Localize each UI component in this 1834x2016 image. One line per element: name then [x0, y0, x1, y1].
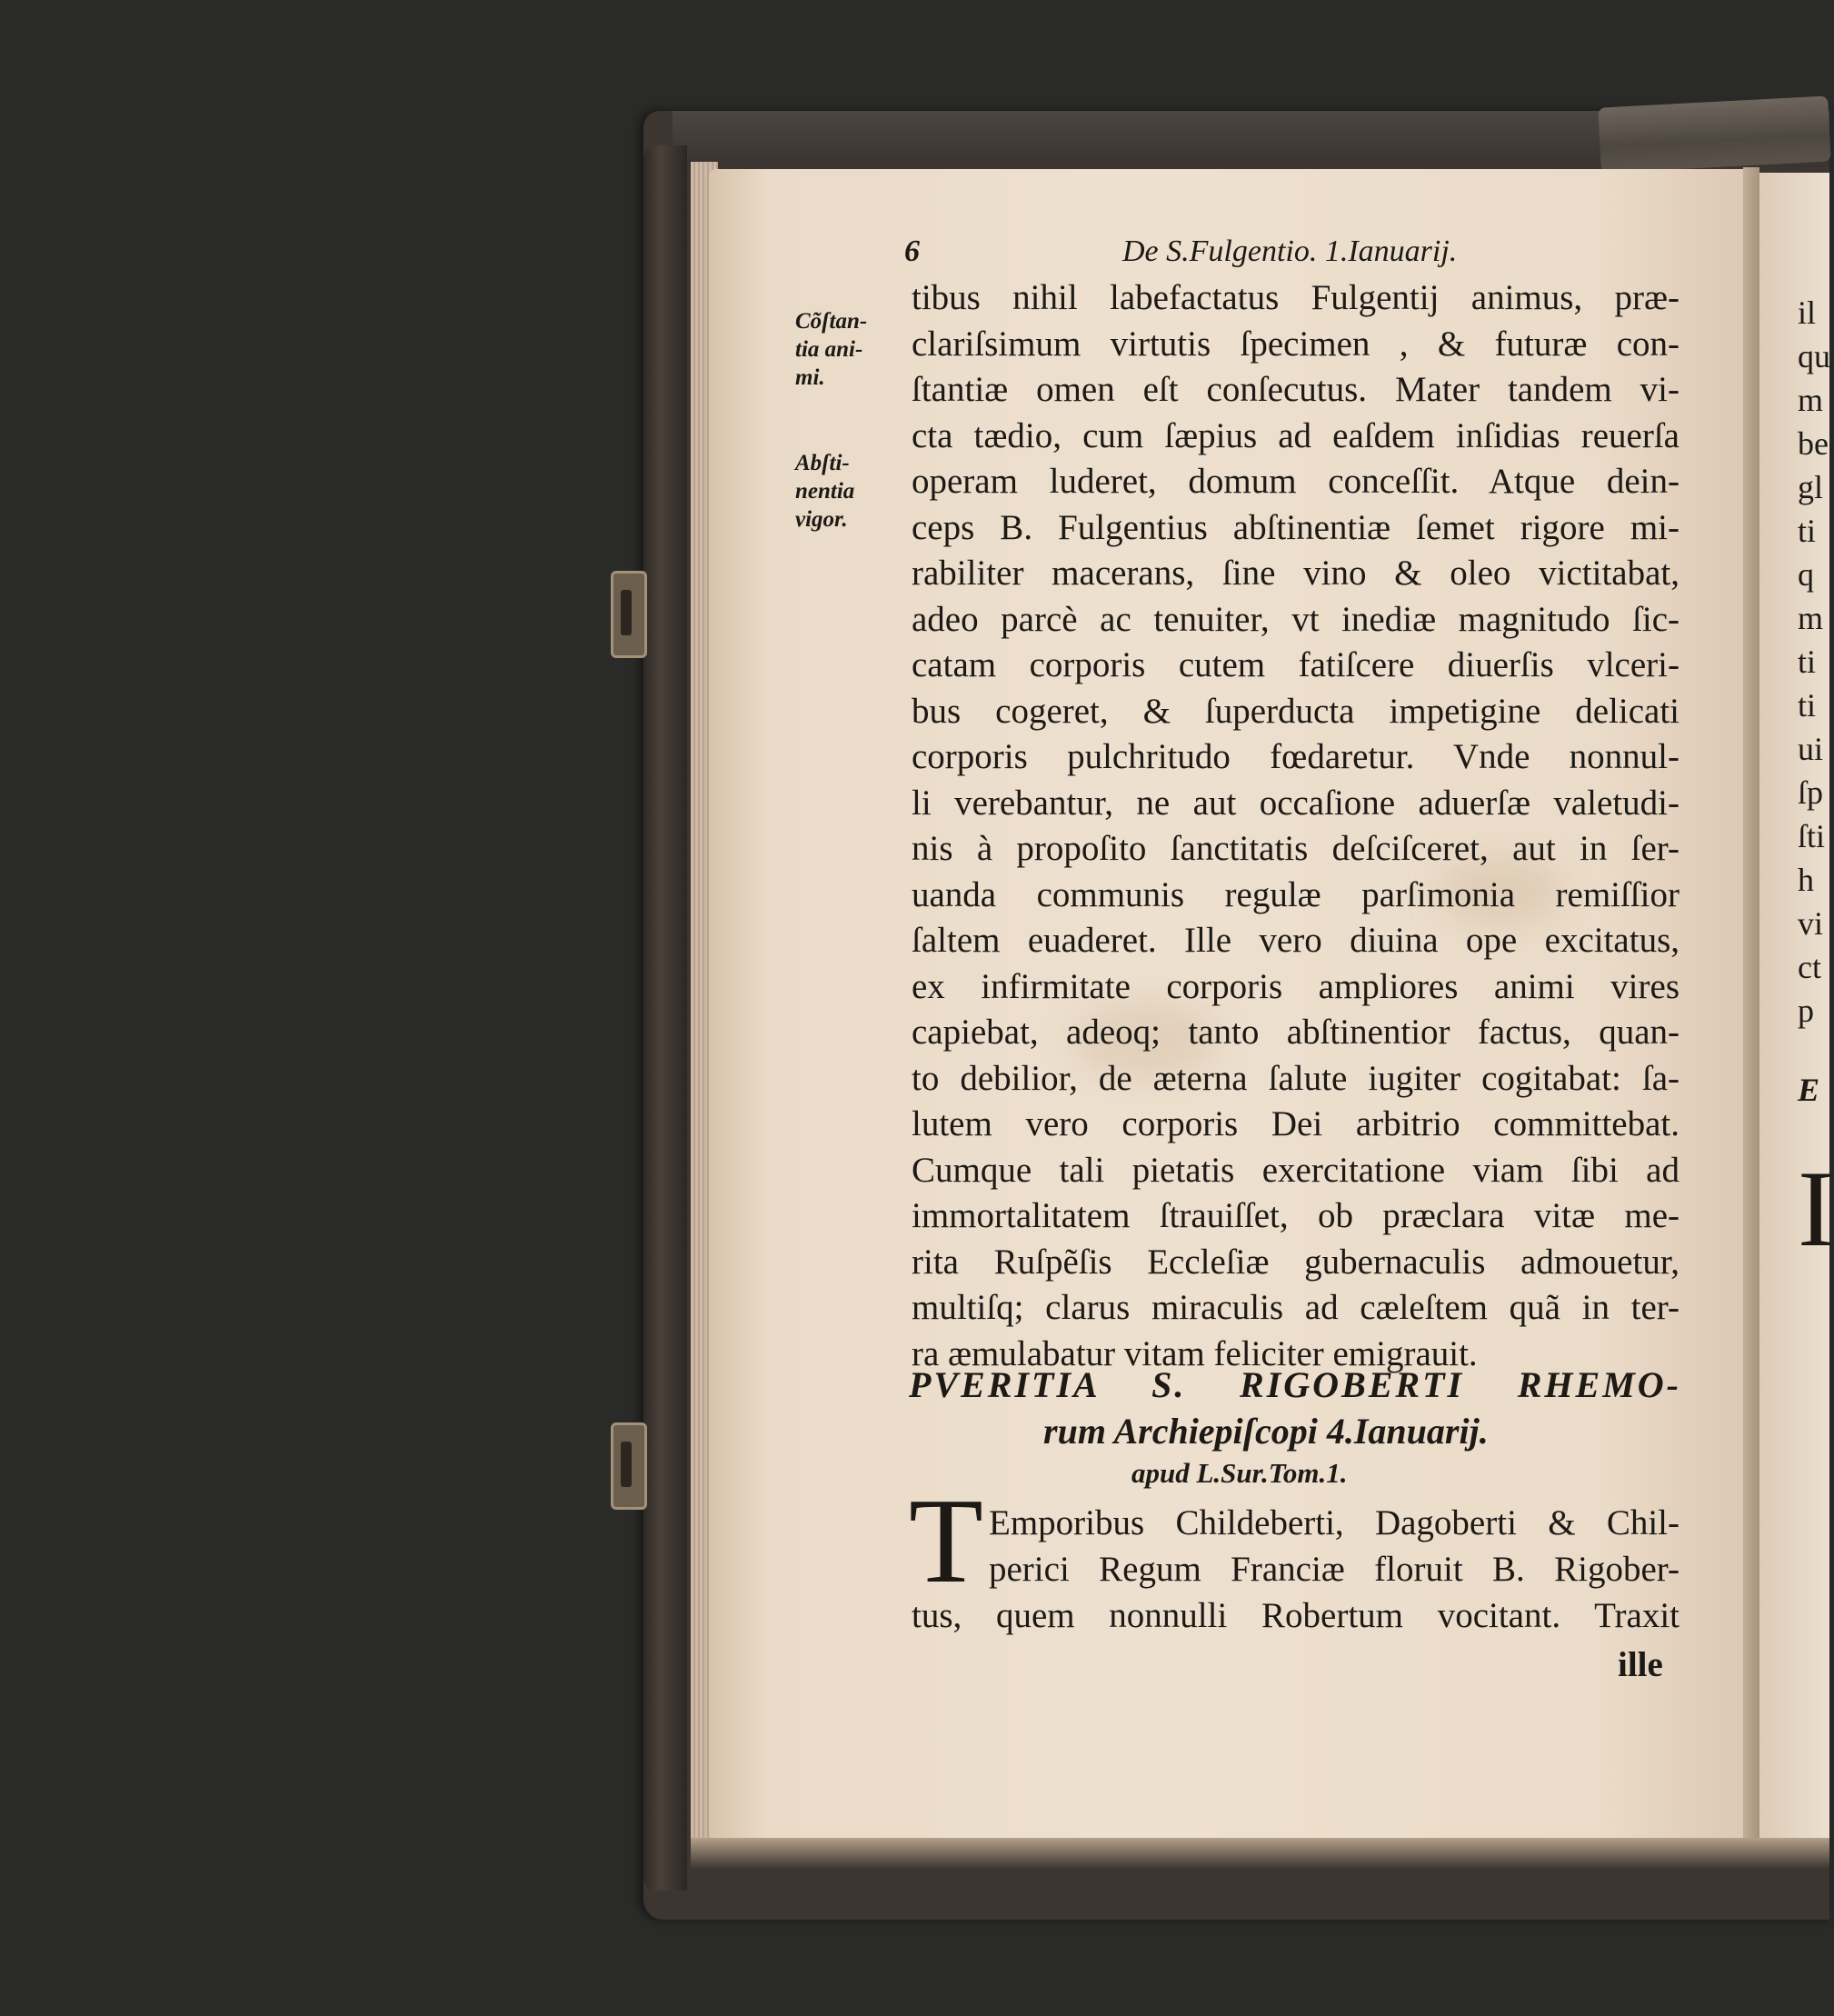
- clasp-lower: [611, 1422, 647, 1510]
- facing-page-text: ti: [1798, 513, 1817, 549]
- body-line: uanda communis regulæ parſimonia remiſſior: [912, 875, 1680, 914]
- catchword: ille: [1618, 1645, 1663, 1684]
- section-body-line: perici Regum Franciæ floruit B. Rigober-: [989, 1550, 1680, 1589]
- section-heading-subtitle: rum Archiepiſcopi 4.Ianuarij.: [1043, 1411, 1489, 1452]
- facing-page-text: ti: [1798, 644, 1817, 680]
- running-header: [904, 235, 1540, 271]
- body-line: lutem vero corporis Dei arbitrio committebat.: [912, 1104, 1680, 1143]
- facing-page-dropcap: I: [1798, 1148, 1834, 1269]
- page-gutter: [1743, 167, 1759, 1844]
- facing-page-text: ſp: [1798, 774, 1824, 811]
- facing-page-text: ti: [1798, 687, 1817, 724]
- body-line: nis à propoſito ſanctitatis deſciſceret, aut in ſer-: [912, 829, 1680, 868]
- body-line: ra æmulabatur vitam feliciter emigrauit.: [912, 1334, 1478, 1373]
- body-line: adeo parcè ac tenuiter, vt inediæ magnitudo ſic-: [912, 600, 1680, 639]
- running-title: De S.Fulgentio. 1.Ianuarij.: [1122, 235, 1458, 268]
- facing-page-text: m: [1798, 600, 1824, 636]
- facing-page-text: gl: [1798, 469, 1824, 505]
- body-line: operam luderet, domum conceſſit. Atque dein-: [912, 462, 1680, 501]
- body-line: capiebat, adeoq; tanto abſtinentior factus, quan-: [912, 1013, 1680, 1052]
- facing-page-text: m: [1798, 382, 1824, 418]
- facing-page-text: ſti: [1798, 818, 1826, 854]
- body-line: ceps B. Fulgentius abſtinentiæ ſemet rigore mi-: [912, 508, 1680, 547]
- body-line: li verebantur, ne aut occaſione aduerſæ valetudi-: [912, 783, 1680, 823]
- section-heading-source: apud L.Sur.Tom.1.: [1131, 1457, 1348, 1489]
- body-line: corporis pulchritudo fœdaretur. Vnde nonnul-: [912, 737, 1680, 776]
- body-line: tibus nihil labefactatus Fulgentij animus, præ-: [912, 278, 1680, 317]
- facing-page-text: il: [1798, 294, 1817, 331]
- margin-note-abstinentia: Abſti- nentia vigor.: [795, 451, 855, 532]
- page-number: 6: [904, 235, 920, 268]
- facing-page-text: p: [1798, 993, 1814, 1029]
- body-line: ſtantiæ omen eſt conſecutus. Mater tandem vi-: [912, 370, 1680, 409]
- section-body-line: tus, quem nonnulli Robertum vocitant. Traxit: [912, 1596, 1680, 1635]
- body-line: ex infirmitate corporis ampliores animi vires: [912, 967, 1680, 1006]
- body-line: to debilior, de æterna ſalute iugiter cogitabat: ſa-: [912, 1059, 1680, 1098]
- book-bottom-edge: [691, 1838, 1829, 1869]
- body-line: rabiliter macerans, ſine vino & oleo victitabat,: [912, 554, 1680, 593]
- facing-page-text: ct: [1798, 949, 1821, 985]
- facing-page-text: h: [1798, 862, 1814, 898]
- leather-strap: [1598, 95, 1830, 173]
- facing-page-text: vi: [1798, 905, 1824, 942]
- body-line: rita Ruſpẽſis Eccleſiæ gubernaculis admouetur,: [912, 1243, 1680, 1282]
- facing-page-text: ui: [1798, 731, 1824, 767]
- body-line: immortalitatem ſtrauiſſet, ob præclara vitæ me-: [912, 1196, 1680, 1235]
- body-line: clariſsimum virtutis ſpecimen , & futuræ con-: [912, 324, 1680, 364]
- body-line: cta tædio, cum ſæpius ad eaſdem inſidias reuerſa: [912, 416, 1680, 455]
- margin-note-constantia: Cõſtan- tia ani- mi.: [795, 309, 868, 390]
- body-line: bus cogeret, & ſuperducta impetigine delicati: [912, 692, 1680, 731]
- facing-page-text: qu: [1798, 338, 1830, 374]
- facing-page-text: be: [1798, 425, 1829, 462]
- body-line: multiſq; clarus miraculis ad cæleſtem quã in ter-: [912, 1288, 1680, 1327]
- body-line: ſaltem euaderet. Ille vero diuina ope excitatus,: [912, 921, 1680, 960]
- body-line: Cumque tali pietatis exercitatione viam ſibi ad: [912, 1151, 1680, 1190]
- cover-edge: [643, 145, 687, 1891]
- section-body-line: Emporibus Childeberti, Dagoberti & Chil-: [989, 1503, 1680, 1542]
- clasp-upper: [611, 571, 647, 658]
- facing-page-text: q: [1798, 556, 1814, 593]
- facing-page-text: E: [1798, 1072, 1820, 1108]
- section-heading-title: PVERITIA S. RIGOBERTI RHEMO-: [909, 1364, 1681, 1405]
- drop-cap: T: [909, 1473, 983, 1608]
- body-line: catam corporis cutem fatiſcere diuerſis vlceri-: [912, 645, 1680, 684]
